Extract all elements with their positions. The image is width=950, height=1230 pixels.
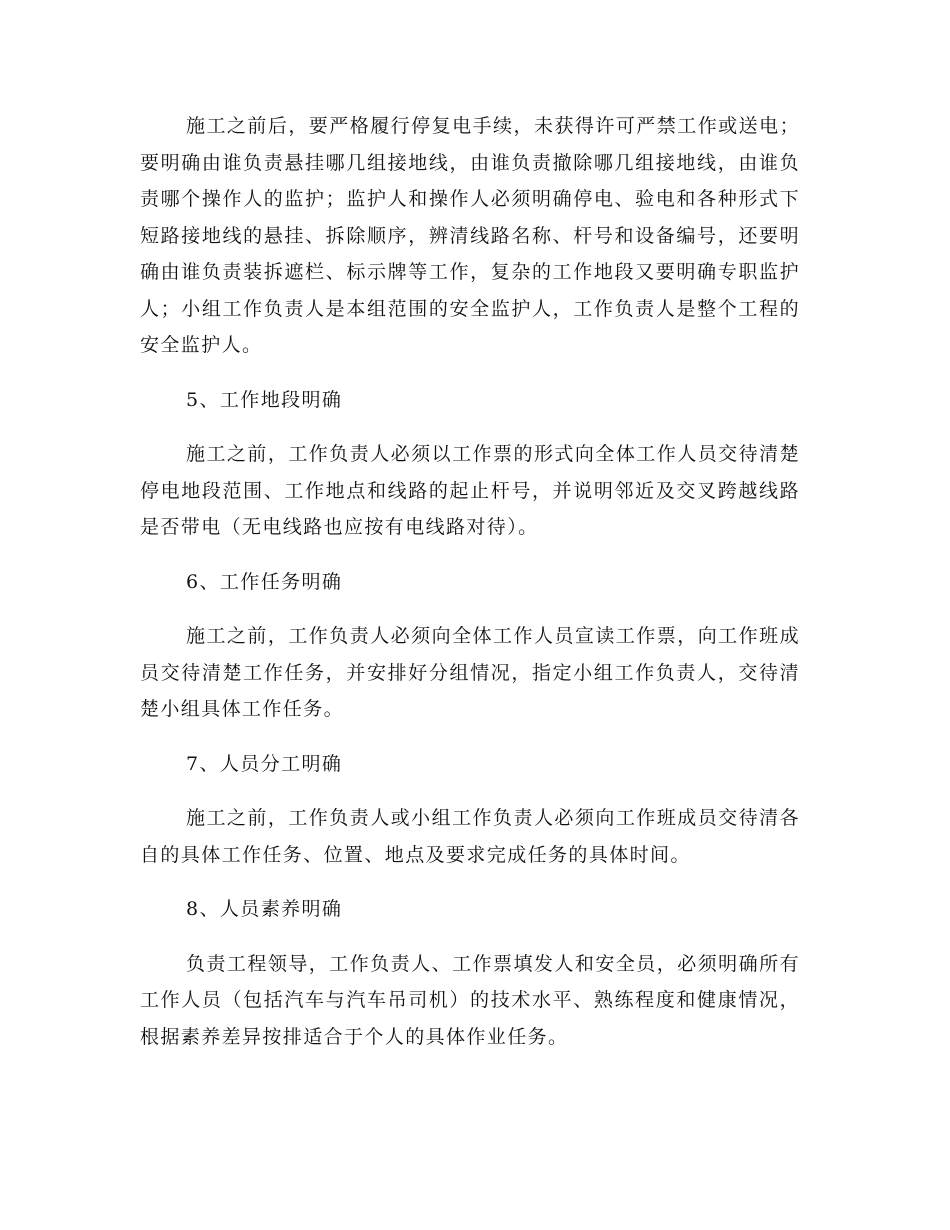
paragraph-staff-quality: 负责工程领导，工作负责人、工作票填发人和安全员，必须明确所有工作人员（包括汽车与汽车吊司机）的技术水平、熟练程度和健康情况，根据素养差异按排适合于个人的具体作业任务。 <box>140 952 800 1048</box>
paragraph-work-section: 施工之前，工作负责人必须以工作票的形式向全体工作人员交待清楚停电地段范围、工作地点和线路的起止杆号，并说明邻近及交叉跨越线路是否带电（无电线路也应按有电线路对待）。 <box>140 443 800 538</box>
heading-work-task: 6、工作任务明确 <box>186 570 343 593</box>
paragraph-staff-division: 施工之前，工作负责人或小组工作负责人必须向工作班成员交待清各自的具体工作任务、位置、地点及要求完成任务的具体时间。 <box>140 807 800 866</box>
heading-staff-quality: 8、人员素养明确 <box>186 898 343 920</box>
paragraph-outage-procedures: 施工之前后，要严格履行停复电手续，未获得许可严禁工作或送电；要明确由谁负责悬挂哪几组接地线，由谁负责撤除哪几组接地线，由谁负责哪个操作人的监护；监护人和操作人必须明确停电、验电和各种形式下短路接地线的悬挂、拆除顺序，辨清线路名称、杆号和设备编号，还要明确由谁负责装拆遮栏、标示牌等工作，复杂的工作地段又要明确专职监护人；小组工作负责人是本组范围的安全监护人，工作负责人是整个工程的安全监护人。 <box>140 115 800 356</box>
document-body <box>140 108 800 1073</box>
heading-work-section: 5、工作地段明确 <box>186 388 343 411</box>
heading-staff-division: 7、人员分工明确 <box>186 752 343 775</box>
paragraph-work-task: 施工之前，工作负责人必须向全体工作人员宣读工作票，向工作班成员交待清楚工作任务，并安排好分组情况，指定小组工作负责人，交待清楚小组具体工作任务。 <box>140 625 800 720</box>
